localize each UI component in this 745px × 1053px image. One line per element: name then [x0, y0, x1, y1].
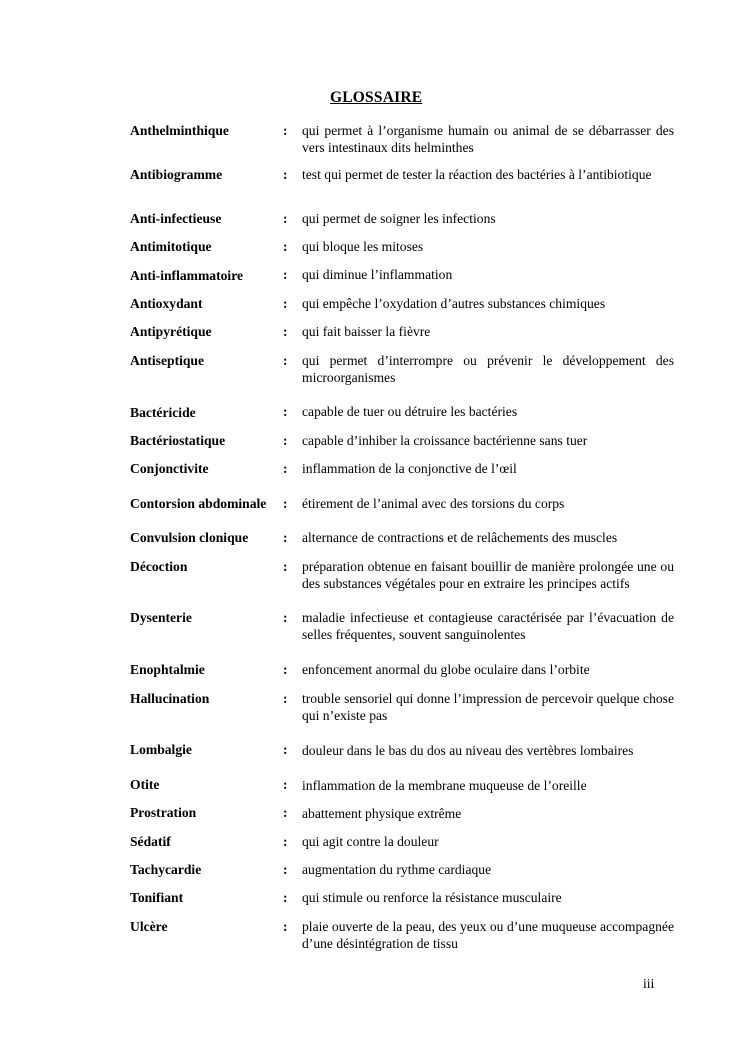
glossary-definition: plaie ouverte de la peau, des yeux ou d’une muqueuse accompagnée d’une désintégration de tissu: [302, 919, 674, 952]
glossary-term: Anti-infectieuse: [130, 211, 222, 226]
glossary-definition: qui fait baisser la fièvre: [302, 324, 431, 339]
term-separator: :: [283, 662, 288, 677]
glossary-term: Tonifiant: [130, 890, 184, 905]
term-separator: :: [283, 805, 288, 820]
term-separator: :: [283, 559, 288, 574]
glossary-term: Décoction: [130, 559, 188, 574]
term-separator: :: [283, 496, 288, 511]
glossary-definition: qui empêche l’oxydation d’autres substances chimiques: [302, 296, 606, 311]
glossary-term: Hallucination: [130, 691, 210, 706]
glossary-definition: enfoncement anormal du globe oculaire dans l’orbite: [302, 662, 590, 677]
glossary-term: Bactériostatique: [130, 433, 226, 448]
glossary-term: Enophtalmie: [130, 662, 205, 677]
glossary-definition: étirement de l’animal avec des torsions du corps: [302, 496, 565, 511]
glossary-definition: qui diminue l’inflammation: [302, 267, 453, 282]
glossary-term: Bactéricide: [130, 405, 196, 420]
term-separator: :: [283, 353, 288, 368]
glossary-definition: capable d’inhiber la croissance bactérienne sans tuer: [302, 433, 588, 448]
term-separator: :: [283, 239, 288, 254]
glossary-definition: alternance de contractions et de relâchements des muscles: [302, 530, 618, 545]
glossary-term: Antiseptique: [130, 353, 205, 368]
glossary-definition: qui permet d’interrompre ou prévenir le développement des microorganismes: [302, 353, 674, 386]
glossary-definition: qui permet de soigner les infections: [302, 211, 496, 226]
glossary-definition: préparation obtenue en faisant bouillir de manière prolongée une ou des substances végétales pour en extraire les principes actifs: [302, 559, 674, 592]
term-separator: :: [283, 267, 288, 282]
term-separator: :: [283, 777, 288, 792]
glossary-definition: capable de tuer ou détruire les bactéries: [302, 404, 518, 419]
term-separator: :: [283, 324, 288, 339]
glossary-term: Tachycardie: [130, 862, 202, 877]
glossary-definition: qui permet à l’organisme humain ou animal de se débarrasser des vers intestinaux dits helminthes: [302, 123, 674, 156]
glossary-definition: test qui permet de tester la réaction des bactéries à l’antibiotique: [302, 167, 652, 182]
term-separator: :: [283, 296, 288, 311]
glossary-term: Prostration: [130, 805, 197, 820]
glossary-definition: qui agit contre la douleur: [302, 834, 439, 849]
glossary-definition: inflammation de la conjonctive de l’œil: [302, 461, 517, 476]
term-separator: :: [283, 433, 288, 448]
term-separator: :: [283, 211, 288, 226]
glossary-term: Antioxydant: [130, 296, 203, 311]
glossary-term: Contorsion abdominale: [130, 496, 267, 511]
glossary-title: GLOSSAIRE: [330, 89, 423, 106]
term-separator: :: [283, 610, 288, 625]
term-separator: :: [283, 167, 288, 182]
term-separator: :: [283, 742, 288, 757]
glossary-term: Convulsion clonique: [130, 530, 249, 545]
term-separator: :: [283, 530, 288, 545]
glossary-term: Lombalgie: [130, 742, 192, 757]
glossary-term: Anthelminthique: [130, 123, 229, 138]
glossary-term: Ulcère: [130, 919, 168, 934]
glossary-definition: qui stimule ou renforce la résistance musculaire: [302, 890, 562, 905]
glossary-definition: douleur dans le bas du dos au niveau des vertèbres lombaires: [302, 743, 634, 758]
glossary-term: Antibiogramme: [130, 167, 223, 182]
glossary-term: Anti-inflammatoire: [130, 268, 244, 283]
glossary-definition: trouble sensoriel qui donne l’impression de percevoir quelque chose qui n’existe pas: [302, 691, 674, 724]
glossary-definition: maladie infectieuse et contagieuse caractérisée par l’évacuation de selles fréquentes, souvent sanguinolentes: [302, 610, 674, 643]
term-separator: :: [283, 123, 288, 138]
glossary-definition: qui bloque les mitoses: [302, 239, 424, 254]
glossary-term: Conjonctivite: [130, 461, 209, 476]
glossary-term: Otite: [130, 777, 160, 792]
term-separator: :: [283, 461, 288, 476]
term-separator: :: [283, 890, 288, 905]
glossary-term: Antimitotique: [130, 239, 212, 254]
term-separator: :: [283, 834, 288, 849]
term-separator: :: [283, 919, 288, 934]
glossary-definition: abattement physique extrême: [302, 806, 462, 821]
term-separator: :: [283, 691, 288, 706]
glossary-term: Sédatif: [130, 834, 171, 849]
term-separator: :: [283, 862, 288, 877]
glossary-term: Antipyrétique: [130, 324, 212, 339]
page-number: iii: [643, 976, 655, 991]
term-separator: :: [283, 404, 288, 419]
glossary-term: Dysenterie: [130, 610, 192, 625]
glossary-definition: augmentation du rythme cardiaque: [302, 862, 492, 877]
glossary-definition: inflammation de la membrane muqueuse de l’oreille: [302, 778, 587, 793]
